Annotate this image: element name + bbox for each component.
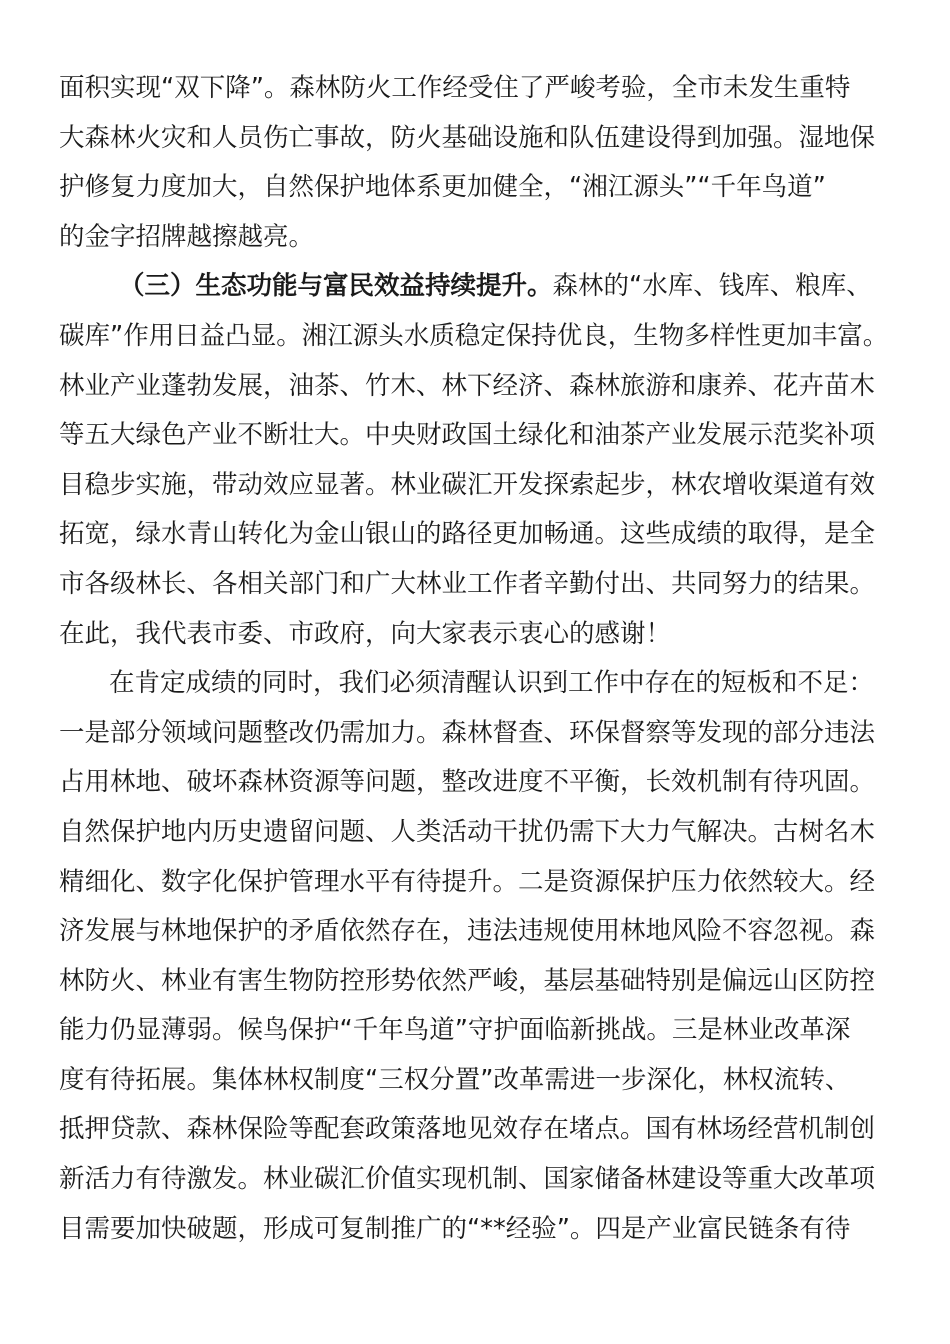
- text-line-4: 的金字招牌越擦越亮。: [59, 221, 315, 252]
- text-line-11: 市各级林长、各相关部门和广大林业工作者辛勤付出、共同努力的结果。: [59, 568, 876, 599]
- section-heading-rest: 森林的“水库、钱库、粮库、: [552, 271, 872, 302]
- text-line-20: 能力仍显薄弱。候鸟保护“千年鸟道”守护面临新挑战。三是林业改革深: [59, 1015, 851, 1046]
- section-heading-line: [59, 262, 879, 312]
- text-line-15: 占用林地、破坏森林资源等问题，整改进度不平衡，长效机制有待巩固。: [59, 767, 876, 798]
- text-line-3: 护修复力度加大，自然保护地体系更加健全，“湘江源头”“千年鸟道”: [59, 172, 826, 203]
- document-body: [59, 64, 889, 1254]
- text-line-17: 精细化、数字化保护管理水平有待提升。二是资源保护压力依然较大。经: [59, 866, 876, 897]
- text-line-22: 抵押贷款、森林保险等配套政策落地见效存在堵点。国有林场经营机制创: [59, 1114, 876, 1145]
- text-line-1: 面积实现“双下降”。森林防火工作经受住了严峻考验，全市未发生重特: [59, 73, 851, 103]
- text-line-18: 济发展与林地保护的矛盾依然存在，违法违规使用林地风险不容忽视。森: [59, 916, 876, 947]
- text-line-8: 等五大绿色产业不断壮大。中央财政国土绿化和油茶产业发展示范奖补项: [59, 420, 876, 451]
- text-line-6: 碳库”作用日益凸显。湘江源头水质稳定保持优良，生物多样性更加丰富。: [59, 320, 889, 351]
- text-line-9: 目稳步实施，带动效应显著。林业碳汇开发探索起步，林农增收渠道有效: [59, 469, 876, 500]
- text-line-19: 林防火、林业有害生物防控形势依然严峻，基层基础特别是偏远山区防控: [59, 965, 876, 996]
- text-line-24: 目需要加快破题，形成可复制推广的“**经验”。四是产业富民链条有待: [59, 1213, 851, 1244]
- section-heading-bold: （三）生态功能与富民效益持续提升。: [119, 271, 553, 302]
- paragraph-start-line: 在肯定成绩的同时，我们必须清醒认识到工作中存在的短板和不足：: [109, 668, 875, 699]
- text-line-10: 拓宽，绿水青山转化为金山银山的路径更加畅通。这些成绩的取得，是全: [59, 519, 876, 550]
- text-line-2: 大森林火灾和人员伤亡事故，防火基础设施和队伍建设得到加强。湿地保: [59, 122, 876, 153]
- text-line-16: 自然保护地内历史遗留问题、人类活动干扰仍需下大力气解决。古树名木: [59, 816, 876, 847]
- text-line-12: 在此，我代表市委、市政府，向大家表示衷心的感谢！: [59, 618, 672, 649]
- text-line-7: 林业产业蓬勃发展，油茶、竹木、林下经济、森林旅游和康养、花卉苗木: [59, 370, 876, 401]
- text-line-14: 一是部分领域问题整改仍需加力。森林督查、环保督察等发现的部分违法: [59, 717, 876, 748]
- text-line-23: 新活力有待激发。林业碳汇价值实现机制、国家储备林建设等重大改革项: [59, 1164, 876, 1195]
- text-line-21: 度有待拓展。集体林权制度“三权分置”改革需进一步深化，林权流转、: [59, 1064, 851, 1095]
